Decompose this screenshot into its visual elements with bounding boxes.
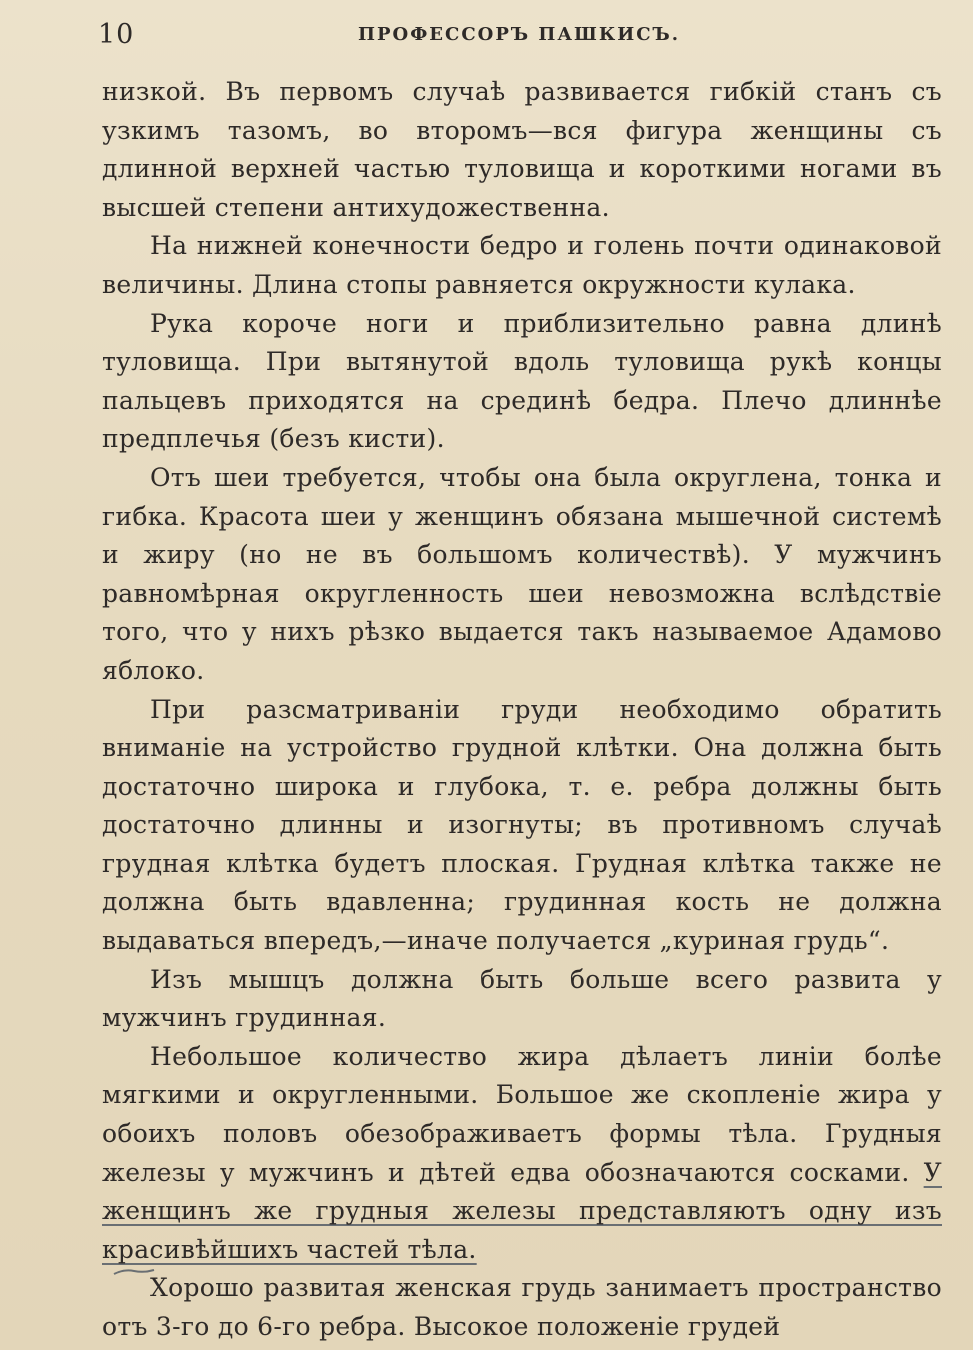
paragraph-fat-text: Небольшое количество жира дѣлаетъ линіи болѣе мягкими и округленными. Большое же скопленіе жира у обоихъ половъ обезображиваетъ формы тѣла. Грудныя железы у мужчинъ и дѣтей едва обозначаются сосками. [102,1041,942,1187]
paragraph-fat [102,1038,942,1270]
paragraph-breast: Хорошо развитая женская грудь занимаетъ пространство отъ 3-го до 6-го ребра. Высокое положеніе грудей [102,1273,942,1341]
underlined-passage: У женщинъ же грудныя железы представляютъ одну изъ красивѣйшихъ частей тѣла. [102,1157,942,1264]
page-header [98,16,943,56]
body-text [102,73,942,1347]
paragraph-neck: Отъ шеи требуется, чтобы она была округлена, тонка и гибка. Красота шеи у женщинъ обязана мышечной системѣ и жиру (но не въ большомъ количествѣ). У мужчинъ равномѣрная округленность шеи невозможна вслѣдствіе того, что у нихъ рѣзко выдается такъ называемое Адамово яблоко. [102,462,942,685]
paragraph-muscles: Изъ мышцъ должна быть больше всего развита у мужчинъ грудинная. [102,964,942,1033]
running-title: ПРОФЕССОРЪ ПАШКИСЪ. [358,24,681,45]
pencil-margin-mark [112,1268,156,1276]
paragraph-continued: низкой. Въ первомъ случаѣ развивается гибкій станъ съ узкимъ тазомъ, во второмъ—вся фигура женщины съ длинной верхней частью туловища и короткими ногами въ высшей степени антихудожественна. [102,77,942,222]
page-number: 10 [98,19,135,50]
paragraph-chest: При разсматриваніи груди необходимо обратить вниманіе на устройство грудной клѣтки. Она должна быть достаточно широка и глубока, т. е. ребра должны быть достаточно длинны и изогнуты; въ противномъ случаѣ грудная клѣтка будетъ плоская. Грудная клѣтка также не должна быть вдавленна; грудинная кость не должна выдаваться впередъ,—иначе получается „куриная грудь“. [102,694,942,956]
paragraph-arm-proportions: Рука короче ноги и приблизительно равна длинѣ туловища. При вытянутой вдоль туловища рукѣ концы пальцевъ приходятся на срединѣ бедра. Плечо длиннѣе предплечья (безъ кисти). [102,308,942,454]
paragraph-leg-proportions: На нижней конечности бедро и голень почти одинаковой величины. Длина стопы равняется окружности кулака. [102,231,942,299]
